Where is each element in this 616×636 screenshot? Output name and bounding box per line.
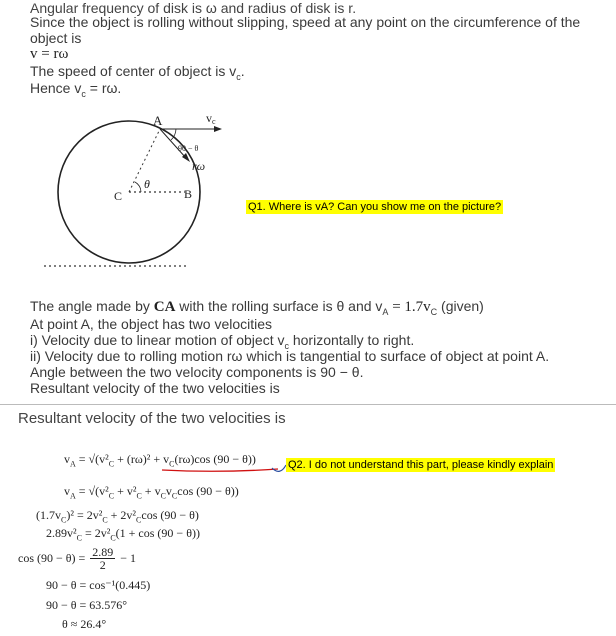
label-angle-90-theta: 90 − θ [178, 144, 199, 153]
question-2-highlight: Q2. I do not understand this part, please kindly explain [288, 459, 554, 471]
eq1-tail: (rω)cos (90 − θ)) [174, 452, 256, 466]
eq3-end: + 2v² [107, 508, 137, 522]
eq2-rest-sub: C [136, 491, 142, 501]
intro-line-5-end: = rω. [85, 80, 122, 96]
eq1-lhs: v [64, 452, 70, 466]
equation-6: 90 − θ = cos⁻¹(0.445) [46, 578, 151, 592]
exp-line3-end: horizontally to right. [288, 332, 415, 348]
eq4-sub: C [76, 533, 82, 543]
eq4-b: = 2v² [81, 526, 111, 540]
intro-equation-v: v = rω [30, 46, 69, 62]
equation-3 [36, 508, 199, 524]
eq1-red-underline [160, 464, 290, 478]
equation-4 [46, 526, 200, 542]
label-b: B [184, 187, 193, 201]
label-vc-text: v [206, 112, 212, 125]
eq2-rhs-sub: C [108, 491, 115, 501]
exp-line1-sub-c: C [430, 306, 438, 317]
explanation-line-5: Angle between the two velocity components is 90 − θ. [30, 364, 364, 380]
intro-line-4-end: . [240, 63, 245, 79]
vc-arrow-head [214, 126, 222, 132]
rolling-disk-diagram [30, 112, 260, 282]
eq2-tail-sub: C [160, 491, 166, 501]
equation-8: θ ≈ 26.4° [62, 617, 107, 631]
eq2-tail: + v [141, 484, 161, 498]
eq4-a: 2.89v² [46, 526, 77, 540]
intro-line-5-sub: c [81, 88, 86, 99]
eq5-lhs: cos (90 − θ) = [18, 551, 89, 565]
exp-line1-a: The angle made by [30, 298, 154, 314]
explanation-line-2: At point A, the object has two velocities [30, 316, 273, 332]
eq5-numerator: 2.89 [92, 545, 114, 559]
eq2-rest: + v² [114, 484, 137, 498]
eq1-rhs: = √(v² [78, 452, 109, 466]
solution-heading: Resultant velocity of the two velocities is [18, 410, 286, 427]
intro-line-3: object is [30, 30, 82, 46]
intro-line-4-sub: c [236, 71, 241, 82]
exp-line1-d: = 1.7v [388, 299, 431, 315]
explanation-line-4: ii) Velocity due to rolling motion rω which is tangential to surface of object at point A. [30, 348, 550, 364]
intro-line-1: Angular frequency of disk is ω and radius of disk is r. [30, 0, 357, 16]
eq3-sub3: C [136, 515, 142, 525]
eq5-denominator: 2 [99, 558, 106, 572]
eq4-c: (1 + cos (90 − θ)) [115, 526, 200, 540]
eq2-tail2-sub: C [171, 491, 178, 501]
intro-line-4-text: The speed of center of object is v [30, 63, 237, 79]
exp-line3-sub: c [284, 340, 289, 351]
exp-line3-text: i) Velocity due to linear motion of object v [30, 332, 285, 348]
eq5-end: − 1 [117, 551, 137, 565]
eq4-sub2: C [110, 533, 116, 543]
intro-line-2: Since the object is rolling without slipping, speed at any point on the circumference of the [30, 14, 581, 30]
eq3-sub2: C [102, 515, 108, 525]
eq1-rhs-sub: C [108, 459, 115, 469]
exp-line1-ca: CA [153, 299, 176, 315]
exp-line1-sub-a: A [382, 306, 389, 317]
equation-5 [18, 546, 136, 571]
angle-arc-c [135, 182, 141, 192]
eq1-rest: + (rω)² + v [114, 452, 170, 466]
section-divider [0, 404, 616, 405]
label-c: C [114, 189, 123, 203]
eq3-sub: C [61, 515, 67, 525]
eq3-a: (1.7v [36, 508, 61, 522]
eq2-lhs: v [64, 484, 70, 498]
eq3-end2: cos (90 − θ) [141, 508, 199, 522]
intro-line-5-text: Hence v [30, 80, 82, 96]
eq2-end: cos (90 − θ)) [177, 484, 239, 498]
eq5-fraction [90, 546, 115, 571]
equation-2 [64, 484, 239, 500]
explanation-line-6: Resultant velocity of the two velocities is [30, 380, 280, 396]
exp-line1-c: with the rolling surface is θ and v [175, 298, 383, 314]
label-vc [206, 112, 216, 126]
eq1-rest-sub: C [169, 459, 175, 469]
eq1-lhs-sub: A [70, 459, 76, 469]
exp-line1-e: (given) [437, 298, 484, 314]
label-a: A [153, 113, 163, 128]
eq2-tail2: v [165, 484, 172, 498]
label-theta: θ [144, 177, 150, 191]
equation-7: 90 − θ = 63.576° [46, 598, 128, 612]
question-1-highlight: Q1. Where is vA? Can you show me on the picture? [248, 201, 502, 213]
eq2-lhs-sub: A [70, 491, 76, 501]
intro-line-5 [30, 80, 121, 102]
eq3-mid: )² = 2v² [66, 508, 103, 522]
eq2-rhs: = √(v² [78, 484, 109, 498]
label-rw: rω [192, 159, 206, 173]
label-vc-sub: c [212, 117, 216, 126]
